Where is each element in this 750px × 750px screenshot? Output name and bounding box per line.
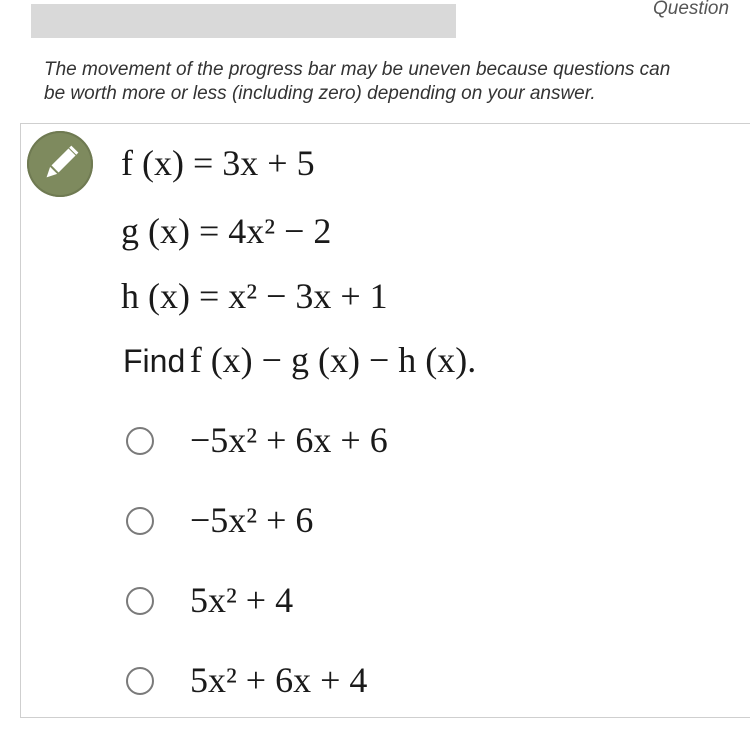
progress-notice [44, 58, 750, 106]
option-label: 5x² + 6x + 4 [190, 660, 368, 700]
option-label: −5x² + 6 [190, 500, 314, 540]
question-prompt [123, 338, 476, 390]
answer-option-3[interactable] [126, 578, 293, 622]
answer-option-2[interactable] [126, 498, 313, 542]
notice-line-2: be worth more or less (including zero) depending on your answer. [44, 83, 596, 104]
radio-button[interactable] [126, 507, 154, 535]
pencil-icon [27, 131, 93, 197]
option-label: −5x² + 6x + 6 [190, 420, 388, 460]
answer-option-1[interactable] [126, 418, 388, 462]
radio-button[interactable] [126, 587, 154, 615]
equation-f: f (x) = 3x + 5 [121, 143, 315, 183]
radio-button[interactable] [126, 427, 154, 455]
question-label: Question [653, 0, 730, 19]
prompt-expression: f (x) − g (x) − h (x). [189, 340, 477, 380]
prompt-word: Find [123, 343, 186, 379]
option-label: 5x² + 4 [190, 580, 294, 620]
radio-button[interactable] [126, 667, 154, 695]
progress-bar [31, 4, 456, 38]
equation-g: g (x) = 4x² − 2 [121, 211, 332, 251]
equation-h: h (x) = x² − 3x + 1 [121, 276, 388, 316]
progress-fill [31, 4, 456, 38]
answer-option-4[interactable] [126, 658, 367, 702]
notice-line-1: The movement of the progress bar may be uneven because questions can [44, 59, 671, 80]
